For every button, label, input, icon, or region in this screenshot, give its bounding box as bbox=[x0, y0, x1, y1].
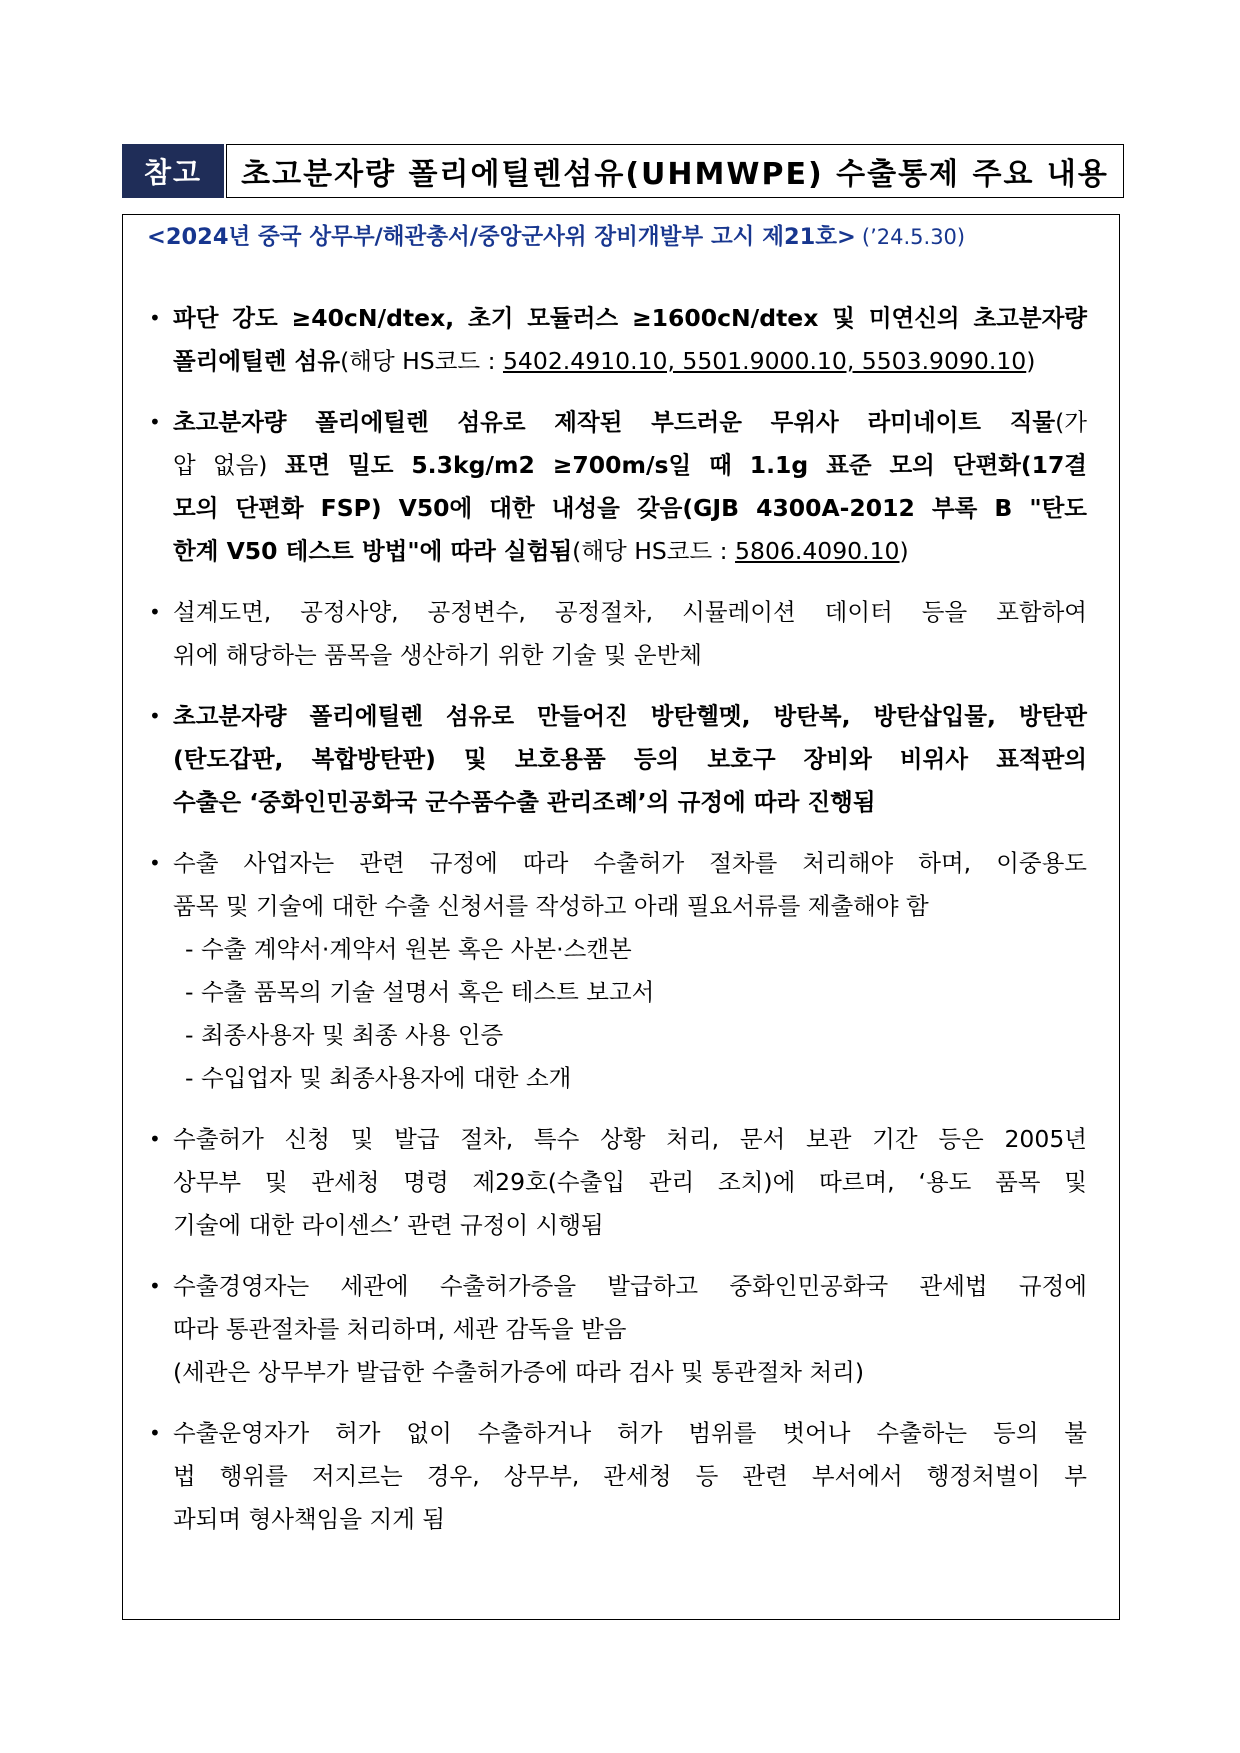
hs-codes: 5402.4910.10, 5501.9000.10, 5503.9090.10 bbox=[502, 347, 1027, 375]
bullet-line: 수출 사업자는 관련 규정에 따라 수출허가 절차를 처리해야 하며, 이중용도 bbox=[173, 849, 1087, 877]
hs-code: 5806.4090.10 bbox=[735, 537, 900, 565]
notice-date: (’24.5.30) bbox=[861, 225, 966, 249]
bullet-list bbox=[147, 297, 1087, 1559]
bullet-line: 과되며 형사책임을 지게 됨 bbox=[173, 1505, 446, 1533]
bullet-line: 초고분자량 폴리에틸렌 섬유로 만들어진 방탄헬멧, 방탄복, 방탄삽입물, 방탄판 bbox=[173, 702, 1087, 730]
required-document-item: - 최종사용자 및 최종 사용 인증 bbox=[185, 1021, 504, 1049]
bullet-dot-icon: • bbox=[149, 1127, 161, 1151]
bullet-line: (세관은 상무부가 발급한 수출허가증에 따라 검사 및 통관절차 처리) bbox=[173, 1358, 865, 1386]
bullet-protective-gear bbox=[147, 695, 1087, 824]
reference-tag: 참고 bbox=[122, 144, 224, 198]
bullet-dot-icon: • bbox=[149, 306, 161, 330]
bullet-dot-icon: • bbox=[149, 410, 161, 434]
bullet-line: 법 행위를 저지르는 경우, 상무부, 관세청 등 관련 부서에서 행정처벌이 부 bbox=[173, 1462, 1087, 1490]
bullet-line: 품목 및 기술에 대한 수출 신청서를 작성하고 아래 필요서류를 제출해야 함 bbox=[173, 892, 929, 920]
bullet-dot-icon: • bbox=[149, 1421, 161, 1445]
subtitle bbox=[147, 219, 1097, 251]
required-document-item: - 수출 계약서·계약서 원본 혹은 사본·스캔본 bbox=[185, 935, 632, 963]
title-box bbox=[226, 144, 1124, 198]
bullet-line: 수출운영자가 허가 없이 수출하거나 허가 범위를 벗어나 수출하는 등의 불 bbox=[173, 1419, 1087, 1447]
bullet-fiber-spec bbox=[147, 297, 1087, 383]
bullet-dot-icon: • bbox=[149, 600, 161, 624]
bullet-technology bbox=[147, 591, 1087, 677]
header bbox=[122, 144, 1122, 198]
bullet-line: 수출허가 신청 및 발급 절차, 특수 상황 처리, 문서 보관 기간 등은 2005년 bbox=[173, 1125, 1087, 1153]
content-box bbox=[122, 214, 1120, 1620]
bullet-line: 폴리에틸렌 섬유(해당 HS코드 : 5402.4910.10, 5501.9000.10, 5503.9090.10) bbox=[173, 347, 1036, 375]
bullet-line: 수출경영자는 세관에 수출허가증을 발급하고 중화인민공화국 관세법 규정에 bbox=[173, 1272, 1087, 1300]
bullet-dot-icon: • bbox=[149, 704, 161, 728]
required-document-item: - 수입업자 및 최종사용자에 대한 소개 bbox=[185, 1064, 572, 1092]
bullet-laminate-fabric bbox=[147, 401, 1087, 573]
bullet-line: 압 없음) 표면 밀도 5.3kg/m2 ≥700m/s일 때 1.1g 표준 모의 단편화(17결 bbox=[173, 451, 1087, 479]
bullet-line: 위에 해당하는 품목을 생산하기 위한 기술 및 운반체 bbox=[173, 641, 703, 669]
bullet-line: 파단 강도 ≥40cN/dtex, 초기 모듈러스 ≥1600cN/dtex 및 미연신의 초고분자량 bbox=[173, 304, 1087, 332]
required-document-item: - 수출 품목의 기술 설명서 혹은 테스트 보고서 bbox=[185, 978, 655, 1006]
bullet-license-rules bbox=[147, 1118, 1087, 1247]
bullet-line: 모의 단편화 FSP) V50에 대한 내성을 갖음(GJB 4300A-2012 부록 B "탄도 bbox=[173, 494, 1087, 522]
bullet-export-procedure bbox=[147, 842, 1087, 1100]
bullet-line: 초고분자량 폴리에틸렌 섬유로 제작된 부드러운 무위사 라미네이트 직물(가 bbox=[173, 408, 1087, 436]
page-title: 초고분자량 폴리에틸렌섬유(UHMWPE) 수출통제 주요 내용 bbox=[241, 157, 1109, 192]
bullet-line: 설계도면, 공정사양, 공정변수, 공정절차, 시뮬레이션 데이터 등을 포함하여 bbox=[173, 598, 1087, 626]
bullet-line: (탄도갑판, 복합방탄판) 및 보호용품 등의 보호구 장비와 비위사 표적판의 bbox=[173, 745, 1087, 773]
bullet-line: 기술에 대한 라이센스’ 관련 규정이 시행됨 bbox=[173, 1211, 604, 1239]
bullet-line: 수출은 ‘중화인민공화국 군수품수출 관리조례’의 규정에 따라 진행됨 bbox=[173, 788, 876, 816]
bullet-dot-icon: • bbox=[149, 851, 161, 875]
bullet-line: 한계 V50 테스트 방법"에 따라 실험됨(해당 HS코드 : 5806.4090.10) bbox=[173, 537, 909, 565]
bullet-dot-icon: • bbox=[149, 1274, 161, 1298]
notice-title: <2024년 중국 상무부/해관총서/중앙군사위 장비개발부 고시 제21호> bbox=[147, 224, 856, 250]
bullet-penalties bbox=[147, 1412, 1087, 1541]
bullet-line: 상무부 및 관세청 명령 제29호(수출입 관리 조치)에 따르며, ‘용도 품목 및 bbox=[173, 1168, 1087, 1196]
bullet-customs bbox=[147, 1265, 1087, 1394]
bullet-line: 따라 통관절차를 처리하며, 세관 감독을 받음 bbox=[173, 1315, 627, 1343]
